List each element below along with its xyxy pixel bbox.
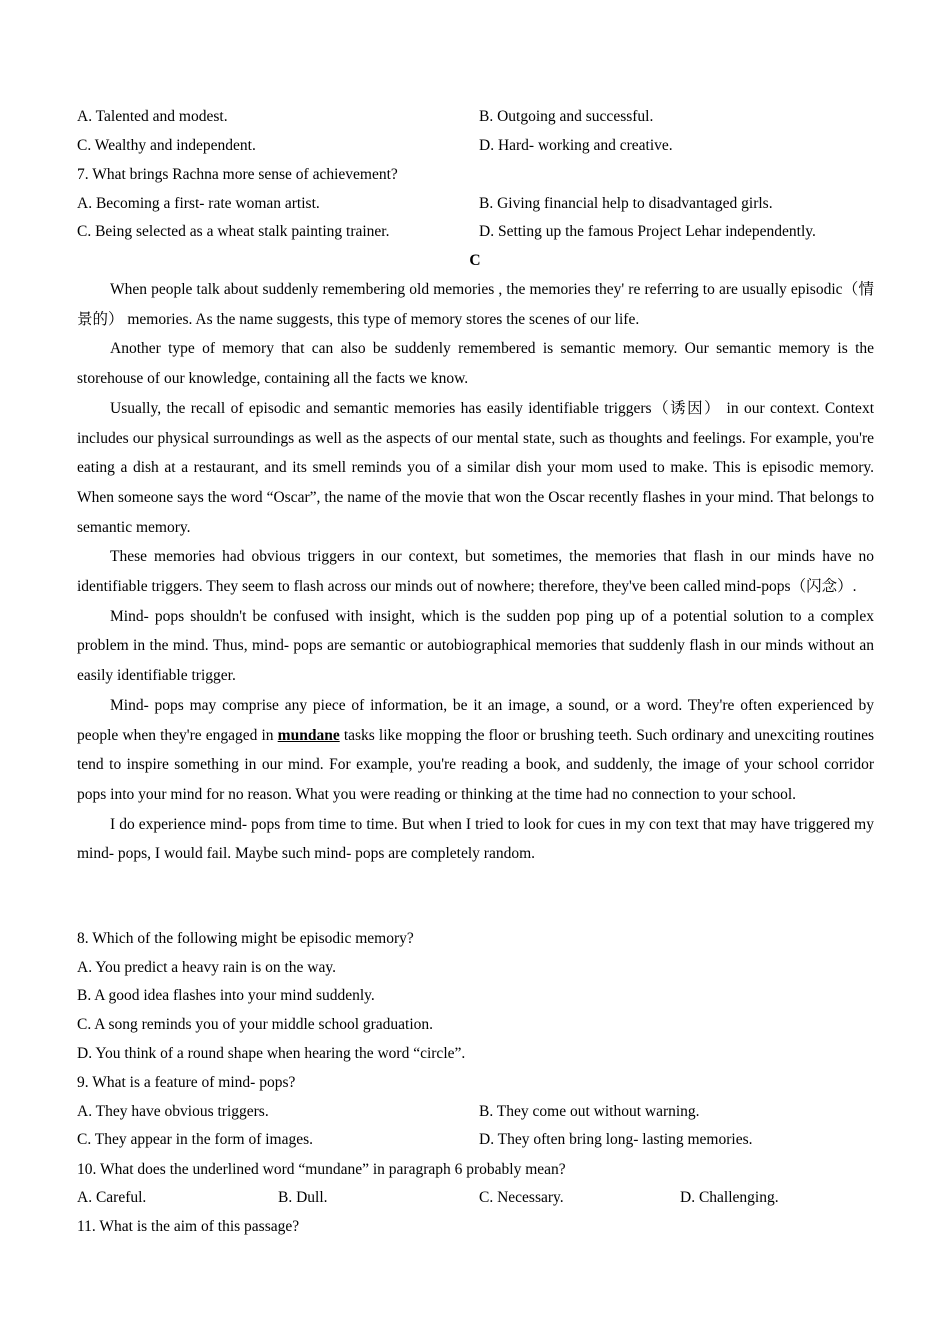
paragraph-7: I do experience mind- pops from time to time. But when I tried to look for cues in my con text that may have triggered my mind- pops, I would fail. Maybe such mind- pops are completely random. xyxy=(77,815,874,863)
q9-option-a: A. They have obvious triggers. xyxy=(77,1103,269,1120)
section-heading: C xyxy=(469,252,481,269)
q7-option-d: D. Setting up the famous Project Lehar independently. xyxy=(479,223,816,240)
paragraph-2: Another type of memory that can also be suddenly remembered is semantic memory. Our semantic memory is the storehouse of our knowledge, containing all the facts we know. xyxy=(77,340,874,388)
underlined-word: mundane xyxy=(277,726,340,744)
paragraph-3: Usually, the recall of episodic and semantic memories has easily identifiable triggers（诱因） in our context. Context includes our physical surroundings as well as the aspects of our mental state, such as thoughts and feelings. For example, you're eating a dish at a restaurant, and its smell reminds you of a similar dish your mom used to make. This is episodic memory. When someone says the word “Oscar”, the name of the movie that won the Oscar recently flashes in your mind. That belongs to semantic memory. xyxy=(77,399,874,536)
q8-option-b: B. A good idea flashes into your mind suddenly. xyxy=(77,987,375,1004)
q10-option-b: B. Dull. xyxy=(278,1189,328,1206)
q6-option-d: D. Hard- working and creative. xyxy=(479,137,673,154)
paragraph-6-after: tasks like mopping the floor or brushing teeth. Such ordinary and unexciting routines tend to inspire something in our mind. For example, you're reading a book, and suddenly, the image of your school corridor pops into your mind for no reason. What you were reading or thinking at the time had no connection to your school. xyxy=(77,726,874,803)
q7-option-c: C. Being selected as a wheat stalk painting trainer. xyxy=(77,223,390,240)
paragraph-6-before: Mind- pops may comprise any piece of information, be it an image, a sound, or a word. They're often experienced by people when they're engaged in xyxy=(77,696,874,744)
passage xyxy=(77,275,874,869)
q8-option-d: D. You think of a round shape when hearing the word “circle”. xyxy=(77,1045,466,1062)
q6-option-b: B. Outgoing and successful. xyxy=(479,108,654,125)
q9-option-b: B. They come out without warning. xyxy=(479,1103,700,1120)
q11-stem: 11. What is the aim of this passage? xyxy=(77,1218,300,1235)
q8-option-a: A. You predict a heavy rain is on the way. xyxy=(77,959,336,976)
paragraph-6 xyxy=(77,691,874,810)
paragraph-1: When people talk about suddenly remembering old memories , the memories they' re referring to are usually episodic（情景的） memories. As the name suggests, this type of memory stores the scenes of our life. xyxy=(77,281,874,328)
q9-stem: 9. What is a feature of mind- pops? xyxy=(77,1074,296,1091)
paragraph-4: These memories had obvious triggers in our context, but sometimes, the memories that flash in our minds have no identifiable triggers. They seem to flash across our minds out of nowhere; therefore, they've been called mind-pops（闪念）. xyxy=(77,548,874,596)
q6-option-c: C. Wealthy and independent. xyxy=(77,137,256,154)
q9-option-c: C. They appear in the form of images. xyxy=(77,1131,314,1148)
q7-stem: 7. What brings Rachna more sense of achievement? xyxy=(77,166,398,183)
paragraph-5: Mind- pops shouldn't be confused with insight, which is the sudden pop ping up of a potential solution to a complex problem in the mind. Thus, mind- pops are semantic or autobiographical memories that suddenly flash in our minds without an easily identifiable trigger. xyxy=(77,607,874,685)
q6-option-a: A. Talented and modest. xyxy=(77,108,228,125)
q7-option-b: B. Giving financial help to disadvantaged girls. xyxy=(479,195,773,212)
q10-stem: 10. What does the underlined word “mundane” in paragraph 6 probably mean? xyxy=(77,1161,566,1178)
q10-option-a: A. Careful. xyxy=(77,1189,147,1206)
q10-option-d: D. Challenging. xyxy=(680,1189,779,1206)
q7-option-a: A. Becoming a first- rate woman artist. xyxy=(77,195,320,212)
q10-option-c: C. Necessary. xyxy=(479,1189,564,1206)
q9-option-d: D. They often bring long- lasting memories. xyxy=(479,1131,753,1148)
q8-stem: 8. Which of the following might be episodic memory? xyxy=(77,930,414,947)
q8-option-c: C. A song reminds you of your middle school graduation. xyxy=(77,1016,434,1033)
